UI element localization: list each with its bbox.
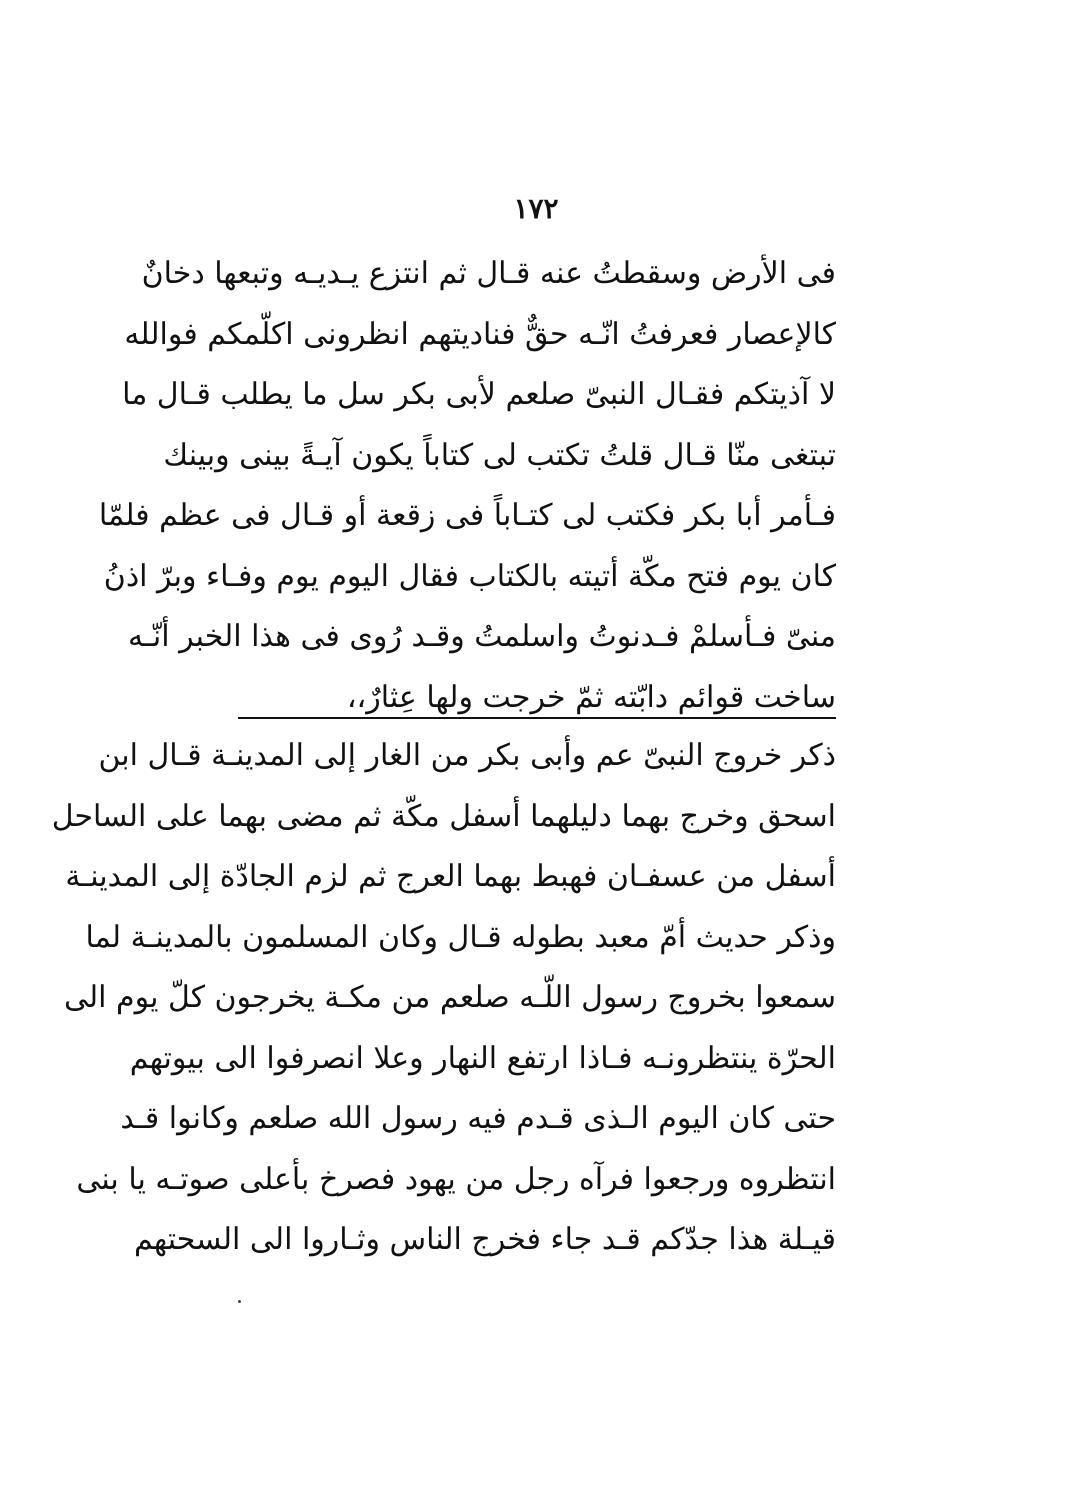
text-line: الحرّة ينتظرونـه فـاذا ارتفع النهار وعلا انصرفوا الى بيوتهم	[129, 1040, 836, 1076]
text-line: فـأمر أبا بكر فكتب لى كتـاباً فى زقعة أو قـال فى عظم فلمّا	[98, 498, 836, 533]
text-section-2	[51, 726, 836, 1271]
text-line: وذكر حديث أمّ معبد بطوله قـال وكان المسلمون بالمدينـة لما	[85, 919, 836, 955]
text-line: فى الأرض وسقطتُ عنه قـال ثم انتزع يـديـه وتبعها دخانٌ	[141, 256, 836, 291]
text-line: انتظروه ورجعوا فرآه رجل من يهود فصرخ بأعلى صوتـه يا بنى	[76, 1161, 836, 1197]
text-line: منىّ فـأسلمْ فـدنوتُ واسلمتُ وقـد رُوى فى هذا الخبر أنّـه	[128, 619, 836, 654]
text-line: اسحق وخرج بهما دليلهما أسفل مكّة ثم مضى بهما على الساحل	[51, 798, 836, 834]
text-line: أسفل من عسفـان فهبط بهما العرج ثم لزم الجادّة إلى المدينـة	[65, 859, 836, 894]
text-line: حتى كان اليوم الـذى قـدم فيه رسول الله صلعم وكانوا قـد	[120, 1101, 836, 1136]
text-line: قيـلة هذا جدّكم قـد جاء فخرج الناس وثـاروا الى السحتهم	[133, 1222, 836, 1257]
section-divider	[238, 717, 836, 719]
text-line: تبتغى منّا قـال قلتُ تكتب لى كتاباً يكون آيـةً بينى وبينك	[163, 437, 836, 473]
text-line: ساخت قوائم دابّته ثمّ خرجت ولها عِثارٌ،،	[346, 679, 836, 715]
page-number: ١٧٢	[513, 192, 559, 225]
text-line: لا آذيتكم فقـال النبىّ صلعم لأبى بكر سل ما يطلب قـال ما	[122, 377, 836, 412]
text-line: كان يوم فتح مكّة أتيته بالكتاب فقال اليوم يوم وفـاء وبرّ اذنُ	[103, 558, 836, 594]
text-line: سمعوا بخروج رسول اللّـه صلعم من مكـة يخرجون كلّ يوم الى	[64, 980, 836, 1015]
text-section-1	[98, 244, 836, 728]
text-line: كالإعصار فعرفتُ انّـه حقٌّ فناديتهم انظرونى اكلّمكم فوالله	[124, 316, 836, 352]
text-line: ذكر خروج النبىّ عم وأبى بكر من الغار إلى المدينـة قـال ابن	[98, 738, 836, 773]
ink-speck	[238, 1300, 241, 1303]
